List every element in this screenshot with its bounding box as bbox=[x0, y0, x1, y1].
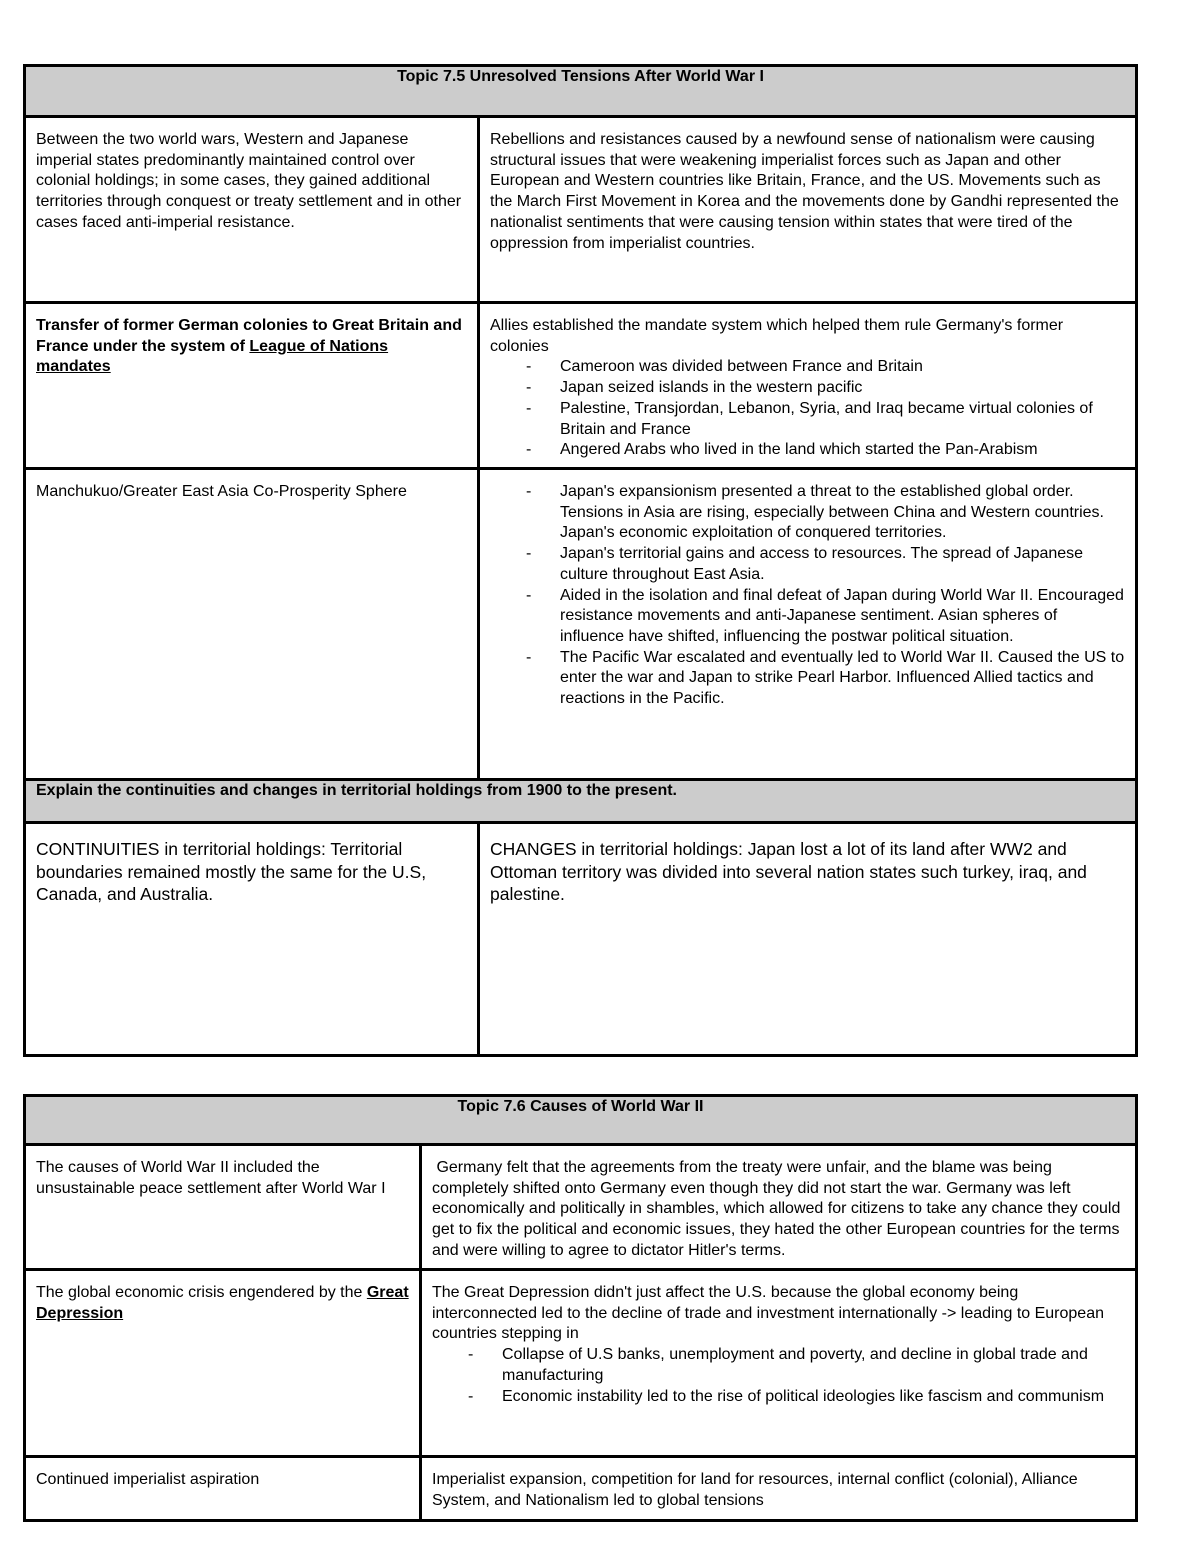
list-item: - Palestine, Transjordan, Lebanon, Syria, and Iraq became virtual colonies of Britain and France bbox=[490, 399, 1125, 440]
list-item: - Japan's territorial gains and access to resources. The spread of Japanese culture throughout East Asia. bbox=[490, 544, 1125, 585]
continuities-cell bbox=[25, 823, 479, 1056]
topic-7-6-row3-right bbox=[421, 1457, 1137, 1521]
topic-7-6-row1-right bbox=[421, 1145, 1137, 1270]
row-label: The global economic crisis engendered by the bbox=[36, 1284, 367, 1301]
cell-text bbox=[36, 304, 467, 378]
cell-text bbox=[36, 1271, 409, 1324]
topic-7-6-table bbox=[23, 1094, 1138, 1522]
bullet-list bbox=[490, 357, 1125, 461]
list-item: - Japan's expansionism presented a threat to the established global order. Tensions in Asia are rising, especially between China and Western countries. Japan's economic exploitation of conquered territories. bbox=[490, 482, 1125, 544]
cell-text: The causes of World War II included the unsustainable peace settlement after World War I bbox=[36, 1159, 386, 1197]
cell-text: Manchukuo/Greater East Asia Co-Prosperity Sphere bbox=[36, 483, 407, 500]
topic-7-6-row2-right bbox=[421, 1270, 1137, 1457]
league-of-nations-term: League of Nations mandates bbox=[36, 337, 389, 376]
list-item: - Economic instability led to the rise of political ideologies like fascism and communism bbox=[432, 1387, 1125, 1408]
topic-7-5-row3-right bbox=[479, 469, 1137, 780]
cell-text: Germany felt that the agreements from the treaty were unfair, and the blame was being completely shifted onto Germany even though they did not start the war. Germany was left economically and politically in shambles, which allowed for citizens to take any chance they could get to fix the political and economic issues, they hated the other European countries for the terms and were willing to agree to dictator Hitler's terms. bbox=[432, 1159, 1125, 1259]
topic-7-5-row1-right bbox=[479, 117, 1137, 303]
list-item: - The Pacific War escalated and eventually led to World War II. Caused the US to enter the war and Japan to strike Pearl Harbor. Influenced Allied tactics and reactions in the Pacific. bbox=[490, 648, 1125, 710]
list-item: - Collapse of U.S banks, unemployment and poverty, and decline in global trade and manufacturing bbox=[432, 1345, 1125, 1386]
continuity-change-prompt: Explain the continuities and changes in territorial holdings from 1900 to the present. bbox=[25, 780, 1137, 823]
cell-text bbox=[432, 1271, 1125, 1407]
cell-text: Rebellions and resistances caused by a newfound sense of nationalism were causing structural issues that were weakening imperialist forces such as Japan and other European and Western countries like Britain, France, and the US. Movements such as the March First Movement in Korea and the movements done by Gandhi represented the nationalist sentiments that were causing tension within states that were tired of the oppression from imperialist countries. bbox=[490, 131, 1119, 252]
cell-text bbox=[490, 304, 1125, 461]
topic-7-5-table bbox=[23, 64, 1138, 1057]
topic-7-5-row1-left bbox=[25, 117, 479, 303]
row-intro: Allies established the mandate system which helped them rule Germany's former colonies bbox=[490, 317, 1064, 355]
bullet-list bbox=[490, 482, 1125, 710]
cell-text bbox=[490, 470, 1125, 710]
topic-7-6-title: Topic 7.6 Causes of World War II bbox=[25, 1096, 1137, 1145]
cell-text: CONTINUITIES in territorial holdings: Territorial boundaries remained mostly the same for the U.S, Canada, and Australia. bbox=[36, 839, 427, 904]
topic-7-6-row2-left bbox=[25, 1270, 421, 1457]
topic-7-5-title: Topic 7.5 Unresolved Tensions After World War I bbox=[25, 66, 1137, 117]
row-label: Transfer of former German colonies to Great Britain and France under the system of bbox=[36, 317, 462, 355]
list-item: - Cameroon was divided between France and Britain bbox=[490, 357, 1125, 378]
topic-7-5-row2-right bbox=[479, 303, 1137, 469]
row-intro: The Great Depression didn't just affect the U.S. because the global economy being interconnected led to the decline of trade and investment internationally -> leading to European countries stepping in bbox=[432, 1284, 1104, 1343]
topic-7-6-row3-left bbox=[25, 1457, 421, 1521]
cell-text: Between the two world wars, Western and Japanese imperial states predominantly maintained control over colonial holdings; in some cases, they gained additional territories through conquest or treaty settlement and in other cases faced anti-imperial resistance. bbox=[36, 131, 462, 231]
list-item: - Aided in the isolation and final defeat of Japan during World War II. Encouraged resistance movements and anti-Japanese sentiment. Asian spheres of influence have shifted, influencing the postwar political situation. bbox=[490, 586, 1125, 648]
great-depression-term: Great Depression bbox=[36, 1284, 409, 1322]
topic-7-5-row3-left bbox=[25, 469, 479, 780]
cell-text: Continued imperialist aspiration bbox=[36, 1471, 260, 1488]
bullet-list bbox=[432, 1345, 1125, 1407]
list-item: - Angered Arabs who lived in the land which started the Pan-Arabism bbox=[490, 440, 1125, 461]
cell-text: Imperialist expansion, competition for land for resources, internal conflict (colonial), Alliance System, and Nationalism led to global tensions bbox=[432, 1471, 1078, 1509]
topic-7-6-row1-left bbox=[25, 1145, 421, 1270]
list-item: - Japan seized islands in the western pacific bbox=[490, 378, 1125, 399]
cell-text: CHANGES in territorial holdings: Japan lost a lot of its land after WW2 and Ottoman territory was divided into several nation states such turkey, iraq, and palestine. bbox=[490, 839, 1087, 904]
changes-cell bbox=[479, 823, 1137, 1056]
topic-7-5-row2-left bbox=[25, 303, 479, 469]
